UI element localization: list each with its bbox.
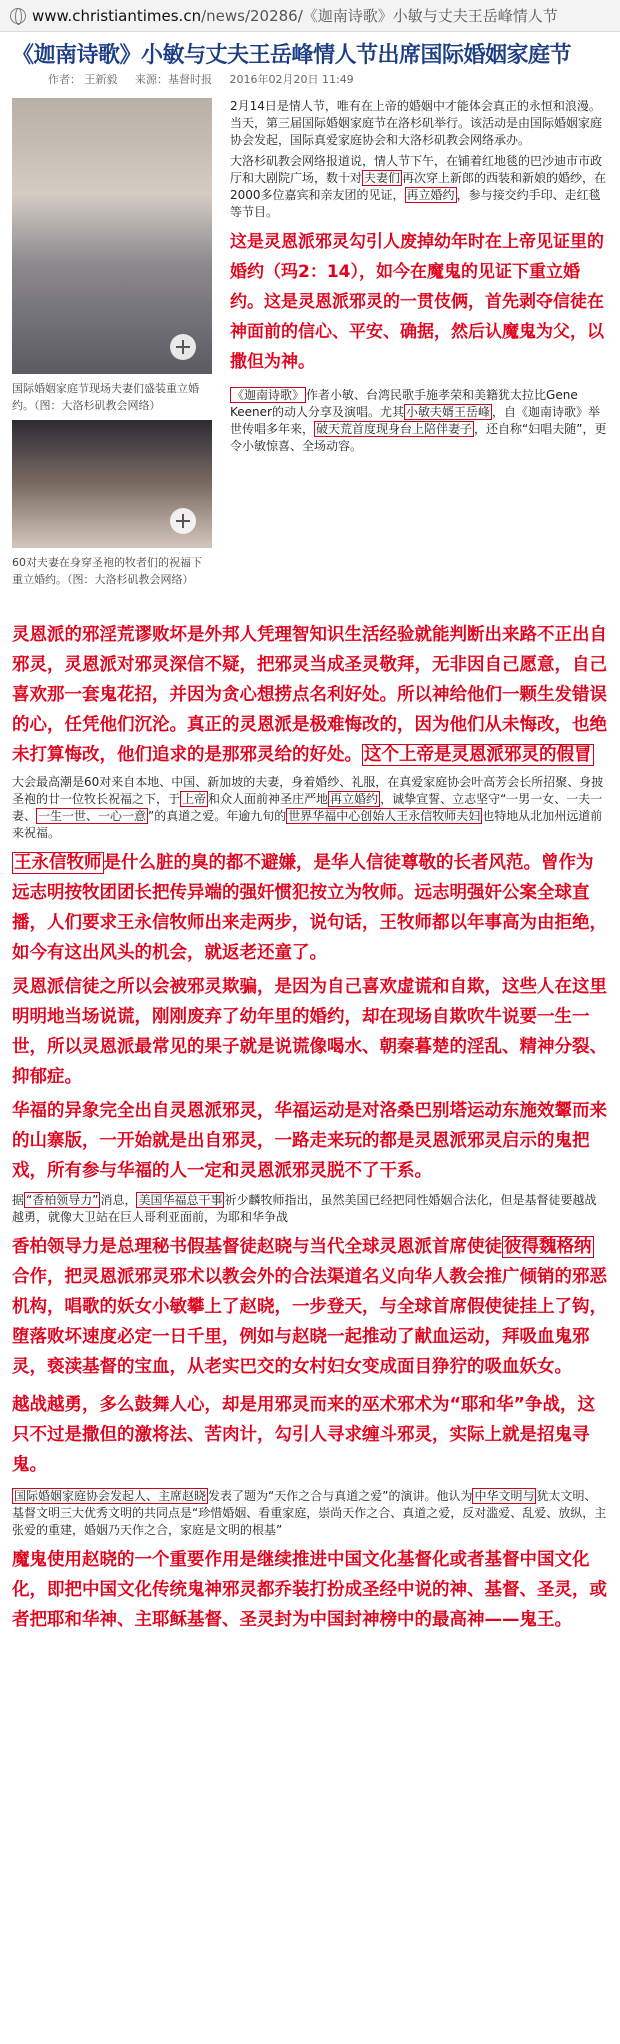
article-body-full <box>12 620 608 1635</box>
text: 是什么脏的臭的都不避嫌，是华人信徒尊敬的长者风范。曾作为远志明按牧团团长把传异端的强奸惯犯按立为牧师。远志明强奸公案全球直播，人们要求王永信牧师出来走两步，说句话，王牧师都以年事高为由拒绝，如今有这出风头的机会，就返老还童了。 <box>12 853 607 963</box>
text: 香柏领导力是总理秘书假基督徒赵晓与当代全球灵恩派首席使徒 <box>12 1237 502 1257</box>
text: 发表了题为“天作之合与真道之爱”的演讲。他认为 <box>208 1489 473 1503</box>
globe-icon <box>10 8 26 24</box>
highlight-box: 破天荒首度现身台上陪伴妻子 <box>316 422 473 436</box>
commentary-4: 灵恩派信徒之所以会被邪灵欺骗，是因为自己喜欢虚谎和自欺，这些人在这里明明地当场说谎，刚刚废弃了幼年里的婚约，却在现场自欺吹牛说要一生一世，所以灵恩派最常见的果子就是说谎像喝水、朝秦暮楚的淫乱、精神分裂、抑郁症。 <box>12 977 607 1087</box>
highlight-box: 这个上帝是灵恩派邪灵的假冒 <box>364 745 592 765</box>
highlight-box: “香柏领导力” <box>26 1193 99 1207</box>
address-bar[interactable] <box>0 0 620 32</box>
commentary-8: 魔鬼使用赵晓的一个重要作用是继续推进中国文化基督化或者基督中国文化化，即把中国文化传统鬼神邪灵都乔装打扮成圣经中说的神、基督、圣灵，或者把耶和华神、主耶稣基督、圣灵封为中国封神榜中的最高神——鬼王。 <box>12 1550 607 1630</box>
paragraph-cedar <box>12 1192 608 1226</box>
highlight-box: 《迦南诗歌》 <box>232 388 305 402</box>
article-title: 《迦南诗歌》小敏与丈夫王岳峰情人节出席国际婚姻家庭节 <box>12 42 572 68</box>
text: ，还自称“妇唱夫随”，更令小敏惊喜、全场动容。 <box>230 422 607 453</box>
zoom-icon[interactable] <box>170 334 196 360</box>
commentary-2 <box>12 620 608 770</box>
text: ，诚挚宣誓、立志坚守“一男一女、一夫一妻、 <box>12 792 603 823</box>
highlight-box: 小敏夫婿王岳峰 <box>405 405 490 419</box>
zoom-icon[interactable] <box>170 508 196 534</box>
text: 身着婚纱、礼服，在真爱家庭协会叶高芳会长所招聚、身披圣袍的廿一位牧长祝福之下，于 <box>12 775 604 806</box>
url-host: www.christiantimes.cn <box>32 6 202 25</box>
text: ”的真道之爱。年逾九旬的 <box>148 809 287 823</box>
text: 作者小敏、 <box>306 388 367 402</box>
highlight-box: 再立婚约 <box>406 188 455 202</box>
highlight-box: 中华文明与 <box>474 1489 535 1503</box>
text: 据 <box>12 1193 25 1207</box>
commentary-3 <box>12 848 608 968</box>
text: 犹太文明、基督文明三大优秀文明的共同点是“珍惜婚姻、看重家庭，崇尚天作之合、真道之爱，反对滥爱、乱爱、放纵，主张爱的重建，婚姻乃天作之合，家庭是文明的根基” <box>12 1489 607 1537</box>
paragraph-intro: 2月14日是情人节，唯有在上帝的婚姻中才能体会真正的永恒和浪漫。当天，第三届国际婚姻家庭节在洛杉矶举行。该活动是由国际婚姻家庭协会发起，国际真爱家庭协会和大洛杉矶教会网络承办。 <box>230 99 603 147</box>
text: ，自《迦南诗歌》举世传唱多年来， <box>230 405 600 436</box>
text: 消息， <box>100 1193 137 1207</box>
wedding-photo-2[interactable] <box>12 420 212 548</box>
text: 再次穿上新郎的西装和新娘的婚纱，在2000多位嘉宾和亲友团的见证， <box>230 171 607 202</box>
highlight-box: 彼得魏格纳 <box>504 1237 592 1257</box>
text: 祈少麟牧师指出，虽然美国已经把同性婚姻合法化，但是基督徒要越战越勇，就像大卫站在巨人哥利亚面前，为耶和华争战 <box>12 1193 597 1224</box>
text: ，参与接交约手印、走红毯等节目。 <box>230 188 601 219</box>
paragraph-singers <box>230 387 608 455</box>
highlight-box: 国际婚姻家庭协会发起人、主席赵晓 <box>14 1489 207 1503</box>
text: 和众人面前神圣庄严地 <box>208 792 329 806</box>
highlight-box: 上帝 <box>182 792 207 806</box>
text: 合作，把灵恩派邪灵邪术以教会外的合法渠道名义向华人教会推广倾销的邪恶机构，唱歌的妖女小敏攀上了赵晓，一步登天，与全球首席假使徒挂上了钩，堕落败坏速度必定一日千里，例如与赵晓一起推动了献血运动，拜吸血鬼邪灵，亵渎基督的宝血，从老实巴交的女村妇女变成面目狰狞的吸血妖女。 <box>12 1267 607 1377</box>
commentary-1: 这是灵恩派邪灵勾引人废掉幼年时在上帝见证里的婚约（玛2：14），如今在魔鬼的见证下重立婚约。这是灵恩派邪灵的一贯伎俩，首先剥夺信徒在神面前的信心、平安、确据，然后认魔鬼为父，以撒但为神。 <box>230 232 604 372</box>
highlight-box: 王永信牧师 <box>14 853 102 873</box>
article-meta <box>0 69 620 89</box>
highlight-box: 美国华福总干事 <box>138 1193 223 1207</box>
highlight-box: 世界华福中心创始人王永信牧师夫妇 <box>288 809 481 823</box>
url-path: /news/20286/《迦南诗歌》小敏与丈夫王岳峰情人节 <box>201 7 558 25</box>
paragraph-vows <box>12 774 608 842</box>
text: 大洛杉矶教会网络报道说，情人节下午，在铺着红地毯的巴沙迪市市政厅和大剧院广场，数十对 <box>230 154 603 185</box>
author: 作者： 王新毅 <box>48 73 118 86</box>
photo-sidebar <box>12 98 222 594</box>
commentary-6 <box>12 1232 608 1382</box>
text: 灵恩派的邪淫荒谬败坏是外邦人凭理智知识生活经验就能判断出来路不正出自邪灵，灵恩派对邪灵深信不疑，把邪灵当成圣灵敬拜，无非因自己愿意，自己喜欢那一套鬼花招，并因为贪心想捞点名利好处。所以神给他们一颗生发错误的心，任凭他们沉沦。真正的灵恩派是极难悔改的，因为他们从未悔改，也绝未打算悔改，他们追求的是那邪灵给的好处。 <box>12 625 607 765</box>
wedding-photo-1[interactable] <box>12 98 212 374</box>
photo-caption-2: 60对夫妻在身穿圣袍的牧者们的祝福下重立婚约。（图：大洛杉矶教会网络） <box>12 556 202 586</box>
text: 也特地从北加州远道前来祝福。 <box>12 809 603 840</box>
text: 台湾民歌手施孝荣和美籍犹太拉比Gene Keener的动人分享及演唱。尤其 <box>230 388 578 419</box>
highlight-box: 再立婚约 <box>330 792 379 806</box>
highlight-box: 夫妻们 <box>364 171 401 185</box>
paragraph-speech <box>12 1488 608 1539</box>
commentary-5: 华福的异象完全出自灵恩派邪灵，华福运动是对洛桑巴别塔运动东施效颦而来的山寨版，一开始就是出自邪灵，一路走来玩的都是灵恩派邪灵启示的鬼把戏，所有参与华福的人一定和灵恩派邪灵脱不了干系。 <box>12 1101 607 1181</box>
paragraph-ceremony <box>230 153 608 221</box>
commentary-7: 越战越勇，多么鼓舞人心，却是用邪灵而来的巫术邪术为“耶和华”争战，这只不过是撒但的激将法、苦肉计，勾引人寻求缠斗邪灵，实际上就是招鬼寻鬼。 <box>12 1395 596 1475</box>
photo-caption-1: 国际婚姻家庭节现场夫妻们盛装重立婚约。（图：大洛杉矶教会网络） <box>12 382 199 412</box>
article-body-top <box>230 98 608 455</box>
source: 来源：基督时报 <box>135 73 212 86</box>
text: 大会最高潮是60对来自本地、中国、新加坡的夫妻， <box>12 775 292 789</box>
highlight-box: 一生一世、一心一意 <box>38 809 147 823</box>
date: 2016年02月20日 11:49 <box>229 73 354 86</box>
